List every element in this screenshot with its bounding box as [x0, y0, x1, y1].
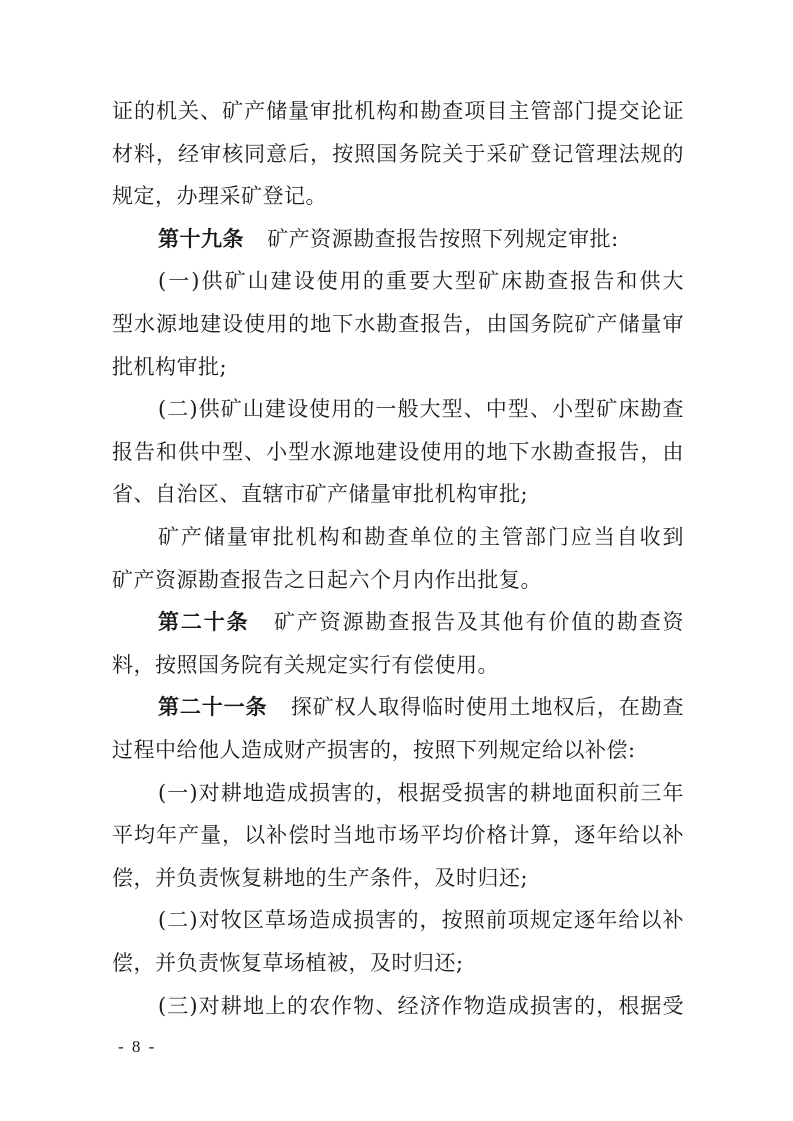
line-text: 矿产资源勘查报告按照下列规定审批:	[267, 226, 619, 251]
text-line	[158, 266, 684, 296]
line-text: 材料，经审核同意后，按照国务院关于采矿登记管理法规的	[112, 141, 684, 166]
line-text: (一)对耕地造成损害的，根据受损害的耕地面积前三年	[158, 780, 684, 805]
line-text: 过程中给他人造成财产损害的，按照下列规定给以补偿:	[112, 738, 636, 762]
line-text: (三)对耕地上的农作物、经济作物造成损害的，根据受	[158, 993, 684, 1018]
line-text: 偿，并负责恢复草场植被，及时归还;	[112, 951, 464, 975]
article-heading-line	[158, 224, 684, 254]
text-line	[112, 479, 684, 509]
text-line	[112, 437, 684, 467]
text-line	[112, 820, 684, 850]
text-line	[158, 905, 684, 935]
line-text: 型水源地建设使用的地下水勘查报告，由国务院矿产储量审	[112, 312, 684, 336]
text-line	[112, 863, 684, 893]
text-line	[158, 522, 684, 552]
line-text: 平均年产量，以补偿时当地市场平均价格计算，逐年给以补	[112, 823, 684, 848]
text-line	[112, 735, 684, 765]
line-text: 报告和供中型、小型水源地建设使用的地下水勘查报告，由	[112, 439, 684, 464]
article-title: 第二十条	[158, 609, 250, 635]
line-text: 矿产资源勘查报告及其他有价值的勘查资	[273, 610, 684, 635]
text-line	[112, 948, 684, 978]
line-text: (二)供矿山建设使用的一般大型、中型、小型矿床勘查	[158, 397, 684, 422]
line-text: 矿产资源勘查报告之日起六个月内作出批复。	[112, 567, 542, 592]
text-line	[112, 565, 684, 595]
line-text: 规定，办理采矿登记。	[112, 184, 327, 209]
text-line	[158, 991, 684, 1021]
article-title: 第二十一条	[158, 694, 268, 720]
line-text: 矿产储量审批机构和勘查单位的主管部门应当自收到	[158, 525, 684, 549]
text-line	[112, 139, 684, 169]
text-line	[158, 778, 684, 808]
text-line	[158, 394, 684, 424]
line-text: 批机构审批;	[112, 354, 228, 379]
article-heading-line	[158, 692, 684, 722]
text-line	[112, 309, 684, 339]
line-text: 探矿权人取得临时使用土地权后，在勘查	[290, 695, 685, 720]
line-text: (二)对牧区草场造成损害的，按照前项规定逐年给以补	[158, 908, 684, 933]
article-heading-line	[158, 607, 684, 637]
line-text: 证的机关、矿产储量审批机构和勘查项目主管部门提交论证	[112, 99, 684, 123]
page-number: - 8 -	[118, 1037, 157, 1056]
text-line	[112, 96, 684, 126]
line-text: (一)供矿山建设使用的重要大型矿床勘查报告和供大	[158, 269, 684, 294]
line-text: 偿，并负责恢复耕地的生产条件，及时归还;	[112, 865, 529, 890]
line-text: 省、自治区、直辖市矿产储量审批机构审批;	[112, 482, 529, 507]
article-title: 第十九条	[158, 225, 244, 251]
text-line	[112, 181, 684, 211]
text-line	[112, 352, 684, 382]
line-text: 料，按照国务院有关规定实行有偿使用。	[112, 652, 499, 677]
text-line	[112, 650, 684, 680]
